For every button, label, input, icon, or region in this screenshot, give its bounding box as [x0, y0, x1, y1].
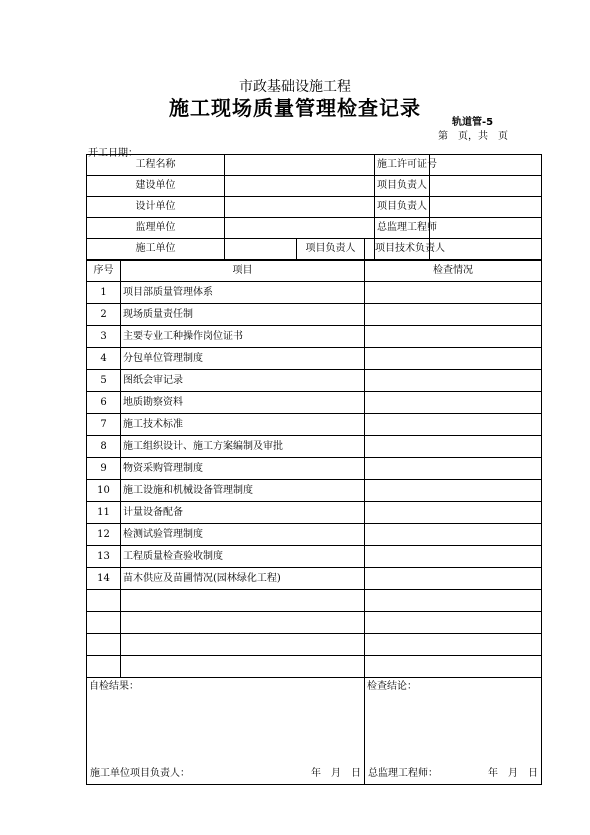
info-row-contractor: [87, 239, 542, 261]
supervision-unit-field[interactable]: [225, 218, 375, 239]
item-name: 施工设施和机械设备管理制度: [121, 480, 365, 502]
form-code: 轨道管-5: [452, 117, 494, 128]
construction-leader-label: 项目负责人: [375, 176, 430, 197]
item-name: 施工组织设计、施工方案编制及审批: [121, 436, 365, 458]
table-row: [87, 304, 542, 326]
item-name: 主要专业工种操作岗位证书: [121, 326, 365, 348]
table-row: [87, 414, 542, 436]
blank-check[interactable]: [365, 612, 542, 634]
item-number: 12: [87, 524, 121, 546]
item-check-field[interactable]: [365, 568, 542, 590]
info-row-project: [87, 155, 542, 176]
supervisor-sign-date: 年 月 日: [488, 768, 539, 779]
construction-unit-field[interactable]: [225, 176, 375, 197]
start-date-label: 开工日期：: [88, 148, 138, 159]
column-header-no: 序号: [87, 260, 121, 282]
table-row-blank: [87, 656, 542, 678]
info-row-construction: [87, 176, 542, 197]
item-check-field[interactable]: [365, 326, 542, 348]
table-row-blank: [87, 634, 542, 656]
self-check-cell[interactable]: [87, 678, 365, 785]
blank-check[interactable]: [365, 634, 542, 656]
table-row: [87, 480, 542, 502]
table-row: [87, 326, 542, 348]
blank-number[interactable]: [87, 590, 121, 612]
item-number: 11: [87, 502, 121, 524]
item-name: 施工技术标准: [121, 414, 365, 436]
table-row: [87, 370, 542, 392]
item-name: 物资采购管理制度: [121, 458, 365, 480]
item-check-field[interactable]: [365, 282, 542, 304]
permit-no-label: 施工许可证号: [375, 155, 430, 176]
blank-item[interactable]: [121, 634, 365, 656]
item-check-field[interactable]: [365, 546, 542, 568]
item-name: 分包单位管理制度: [121, 348, 365, 370]
item-number: 10: [87, 480, 121, 502]
item-name: 检测试验管理制度: [121, 524, 365, 546]
item-number: 1: [87, 282, 121, 304]
item-rows: [87, 282, 542, 678]
table-row: [87, 502, 542, 524]
table-row: [87, 348, 542, 370]
item-number: 14: [87, 568, 121, 590]
item-name: 工程质量检查验收制度: [121, 546, 365, 568]
item-number: 5: [87, 370, 121, 392]
supervision-unit-label: 监理单位: [87, 218, 225, 239]
item-number: 2: [87, 304, 121, 326]
item-number: 9: [87, 458, 121, 480]
item-name: 计量设备配备: [121, 502, 365, 524]
item-number: 3: [87, 326, 121, 348]
item-check-field[interactable]: [365, 502, 542, 524]
blank-number[interactable]: [87, 656, 121, 678]
table-row: [87, 568, 542, 590]
tech-leader-field[interactable]: [430, 239, 542, 261]
item-number: 6: [87, 392, 121, 414]
contractor-sign-label: 施工单位项目负责人：: [90, 768, 190, 779]
table-row: [87, 282, 542, 304]
table-row: [87, 524, 542, 546]
blank-check[interactable]: [365, 590, 542, 612]
item-check-field[interactable]: [365, 436, 542, 458]
item-check-field[interactable]: [365, 524, 542, 546]
table-row-blank: [87, 612, 542, 634]
item-number: 13: [87, 546, 121, 568]
table-row: [87, 436, 542, 458]
item-number: 8: [87, 436, 121, 458]
self-check-label: 自检结果：: [89, 681, 139, 692]
column-header-check: 检查情况: [365, 260, 542, 282]
project-name-label: 工程名称: [87, 155, 225, 176]
contractor-field[interactable]: [225, 239, 297, 261]
item-name: 苗木供应及苗圃情况(园林绿化工程): [121, 568, 365, 590]
item-name: 地质勘察资料: [121, 392, 365, 414]
item-number: 7: [87, 414, 121, 436]
item-check-field[interactable]: [365, 348, 542, 370]
column-header-row: [87, 260, 542, 282]
blank-item[interactable]: [121, 590, 365, 612]
blank-number[interactable]: [87, 634, 121, 656]
inspection-table: [86, 154, 542, 785]
supervisor-sign-label: 总监理工程师：: [368, 768, 438, 779]
info-row-design: [87, 197, 542, 218]
conclusion-label: 检查结论：: [367, 681, 417, 692]
table-row-blank: [87, 590, 542, 612]
chief-supervisor-field[interactable]: [430, 218, 542, 239]
construction-leader-field[interactable]: [430, 176, 542, 197]
footer-row: [87, 678, 542, 785]
design-leader-label: 项目负责人: [375, 197, 430, 218]
item-name: 现场质量责任制: [121, 304, 365, 326]
design-unit-field[interactable]: [225, 197, 375, 218]
table-row: [87, 546, 542, 568]
contractor-leader-label: 项目负责人: [297, 239, 365, 261]
item-check-field[interactable]: [365, 458, 542, 480]
item-check-field[interactable]: [365, 392, 542, 414]
contractor-sign-date: 年 月 日: [311, 768, 361, 779]
item-check-field[interactable]: [365, 480, 542, 502]
contractor-leader-field[interactable]: [365, 239, 375, 261]
info-row-supervision: [87, 218, 542, 239]
item-name: 项目部质量管理体系: [121, 282, 365, 304]
item-name: 图纸会审记录: [121, 370, 365, 392]
blank-number[interactable]: [87, 612, 121, 634]
blank-check[interactable]: [365, 656, 542, 678]
tech-leader-label: 项目技术负责人: [375, 239, 430, 261]
table-row: [87, 392, 542, 414]
design-leader-field[interactable]: [430, 197, 542, 218]
construction-unit-label: 建设单位: [87, 176, 225, 197]
document-title: 施工现场质量管理检查记录: [169, 96, 421, 120]
chief-supervisor-label: 总监理工程师: [375, 218, 430, 239]
item-number: 4: [87, 348, 121, 370]
blank-item[interactable]: [121, 612, 365, 634]
blank-item[interactable]: [121, 656, 365, 678]
item-check-field[interactable]: [365, 370, 542, 392]
design-unit-label: 设计单位: [87, 197, 225, 218]
permit-no-field[interactable]: [430, 155, 542, 176]
table-row: [87, 458, 542, 480]
column-header-item: 项目: [121, 260, 365, 282]
document-supertitle: 市政基础设施工程: [239, 79, 351, 95]
page-info: 第 页，共 页: [438, 131, 508, 142]
conclusion-cell[interactable]: [365, 678, 542, 785]
project-name-field[interactable]: [225, 155, 375, 176]
item-check-field[interactable]: [365, 304, 542, 326]
item-check-field[interactable]: [365, 414, 542, 436]
contractor-label: 施工单位: [87, 239, 225, 261]
